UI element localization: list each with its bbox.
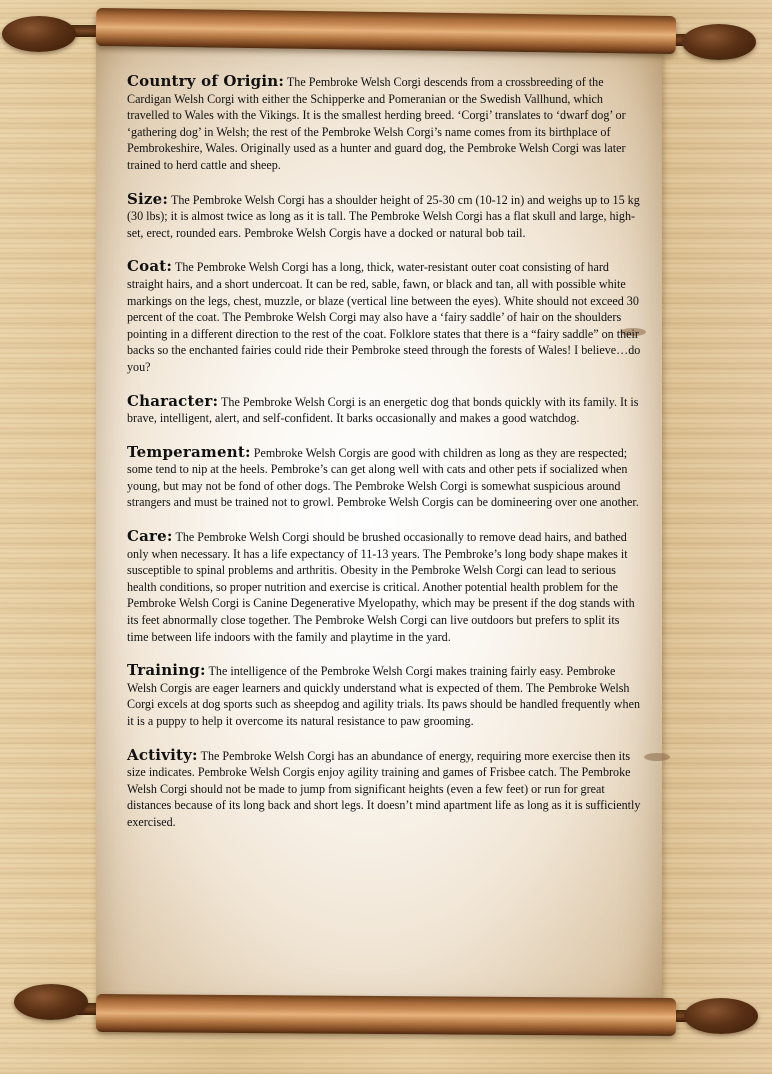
section-coat [127, 258, 643, 375]
scroll-content [127, 73, 643, 848]
section-text: The Pembroke Welsh Corgi descends from a crossbreeding of the Cardigan Welsh Corgi with either the Schipperke and Pomeranian or the Swedish Vallhund, which travelled to Wales with the Vikings. It is the smallest herding breed. ‘Corgi’ translates to ‘dwarf dog’ or ‘gathering dog’ in Welsh; the rest of the Pembroke Welsh Corgi’s name comes from its birthplace of Pembrokeshire, Wales. Originally used as a hunter and guard dog, the Pembroke Welsh Corgi was later trained to herd cattle and sheep. [127, 75, 626, 172]
section-text: Pembroke Welsh Corgis are good with children as long as they are respected; some tend to nip at the heels. Pembroke’s can get along well with cats and other pets if socialized when young, but may not be fond of other dogs. The Pembroke Welsh Corgi is somewhat suspicious around strangers and must be trained not to growl. Pembroke Welsh Corgis can be domineering over one another. [127, 445, 639, 510]
section-country-of-origin [127, 73, 643, 174]
section-heading: Size: [127, 189, 169, 208]
section-heading: Character: [127, 391, 219, 410]
scroll-roll-top [96, 8, 676, 54]
section-text: The Pembroke Welsh Corgi has a shoulder height of 25-30 cm (10-12 in) and weighs up to 15 kg (30 lbs); it is almost twice as long as it is tall. The Pembroke Welsh Corgi has a flat skull and large, high-set, erect, rounded ears. Pembroke Welsh Corgis have a docked or natural bob tail. [127, 192, 640, 240]
section-text: The intelligence of the Pembroke Welsh Corgi makes training fairly easy. Pembroke Welsh Corgis are eager learners and quickly understand what is expected of them. The Pembroke Welsh Corgi excels at dog sports such as sheepdog and agility trials. Its paws should be handled frequently when it is a puppy to help it overcome its natural resistance to paw grooming. [127, 664, 640, 728]
scroll-roll-bottom [96, 994, 676, 1036]
section-temperament [127, 444, 643, 511]
section-text: The Pembroke Welsh Corgi has a long, thick, water-resistant outer coat consisting of hard straight hairs, and a short undercoat. It can be red, sable, fawn, or black and tan, all with possible white markings on the legs, chest, muzzle, or blaze (vertical line between the eyes). White should not exceed 30 percent of the coat. The Pembroke Welsh Corgi may also have a ‘fairy saddle’ of hair on the shoulders pointing in a different direction to the rest of the coat. Folklore states that there is a “fairy saddle” on their backs so the enchanted fairies could ride their Pembroke steed through the forests of Wales! I believe…do you? [127, 260, 641, 374]
parchment-tear [644, 753, 670, 761]
scroll-knob-bottom-left [14, 984, 88, 1020]
section-text: The Pembroke Welsh Corgi has an abundance of energy, requiring more exercise then its size indicates. Pembroke Welsh Corgis enjoy agility training and games of Frisbee catch. The Pembroke Welsh Corgi should not be made to jump from significant heights (even a few feet) or run for great distances because of its long back and short legs. It doesn’t mind apartment life as long as it is sufficiently exercised. [127, 748, 641, 829]
section-text: The Pembroke Welsh Corgi should be brushed occasionally to remove dead hairs, and bathed only when necessary. It has a life expectancy of 11-13 years. The Pembroke’s long body shape makes it susceptible to spinal problems and arthritis. Obesity in the Pembroke Welsh Corgi can lead to serious health conditions, so proper nutrition and exercise is critical. Another potential health problem for the Pembroke Welsh Corgi is Canine Degenerative Myelopathy, which may be present if the dog stands with its feet abnormally close together. The Pembroke Welsh Corgi can live outdoors but prefers to split its time between life indoors with the family and playtime in the yard. [127, 530, 635, 644]
section-heading: Care: [127, 527, 173, 546]
section-training [127, 662, 643, 729]
scroll-knob-top-left [2, 16, 76, 52]
section-activity [127, 747, 643, 831]
section-heading: Temperament: [127, 442, 251, 461]
section-character [127, 393, 643, 427]
section-heading: Country of Origin: [127, 72, 285, 90]
section-heading: Activity: [127, 745, 198, 764]
section-care [127, 528, 643, 645]
section-heading: Training: [127, 661, 206, 680]
scroll-knob-bottom-right [684, 998, 758, 1034]
scroll-knob-top-right [682, 24, 756, 60]
section-text: The Pembroke Welsh Corgi is an energetic dog that bonds quickly with its family. It is brave, intelligent, alert, and self-confident. It barks occasionally and makes a good watchdog. [127, 394, 639, 426]
section-size [127, 191, 643, 242]
section-heading: Coat: [127, 257, 173, 276]
